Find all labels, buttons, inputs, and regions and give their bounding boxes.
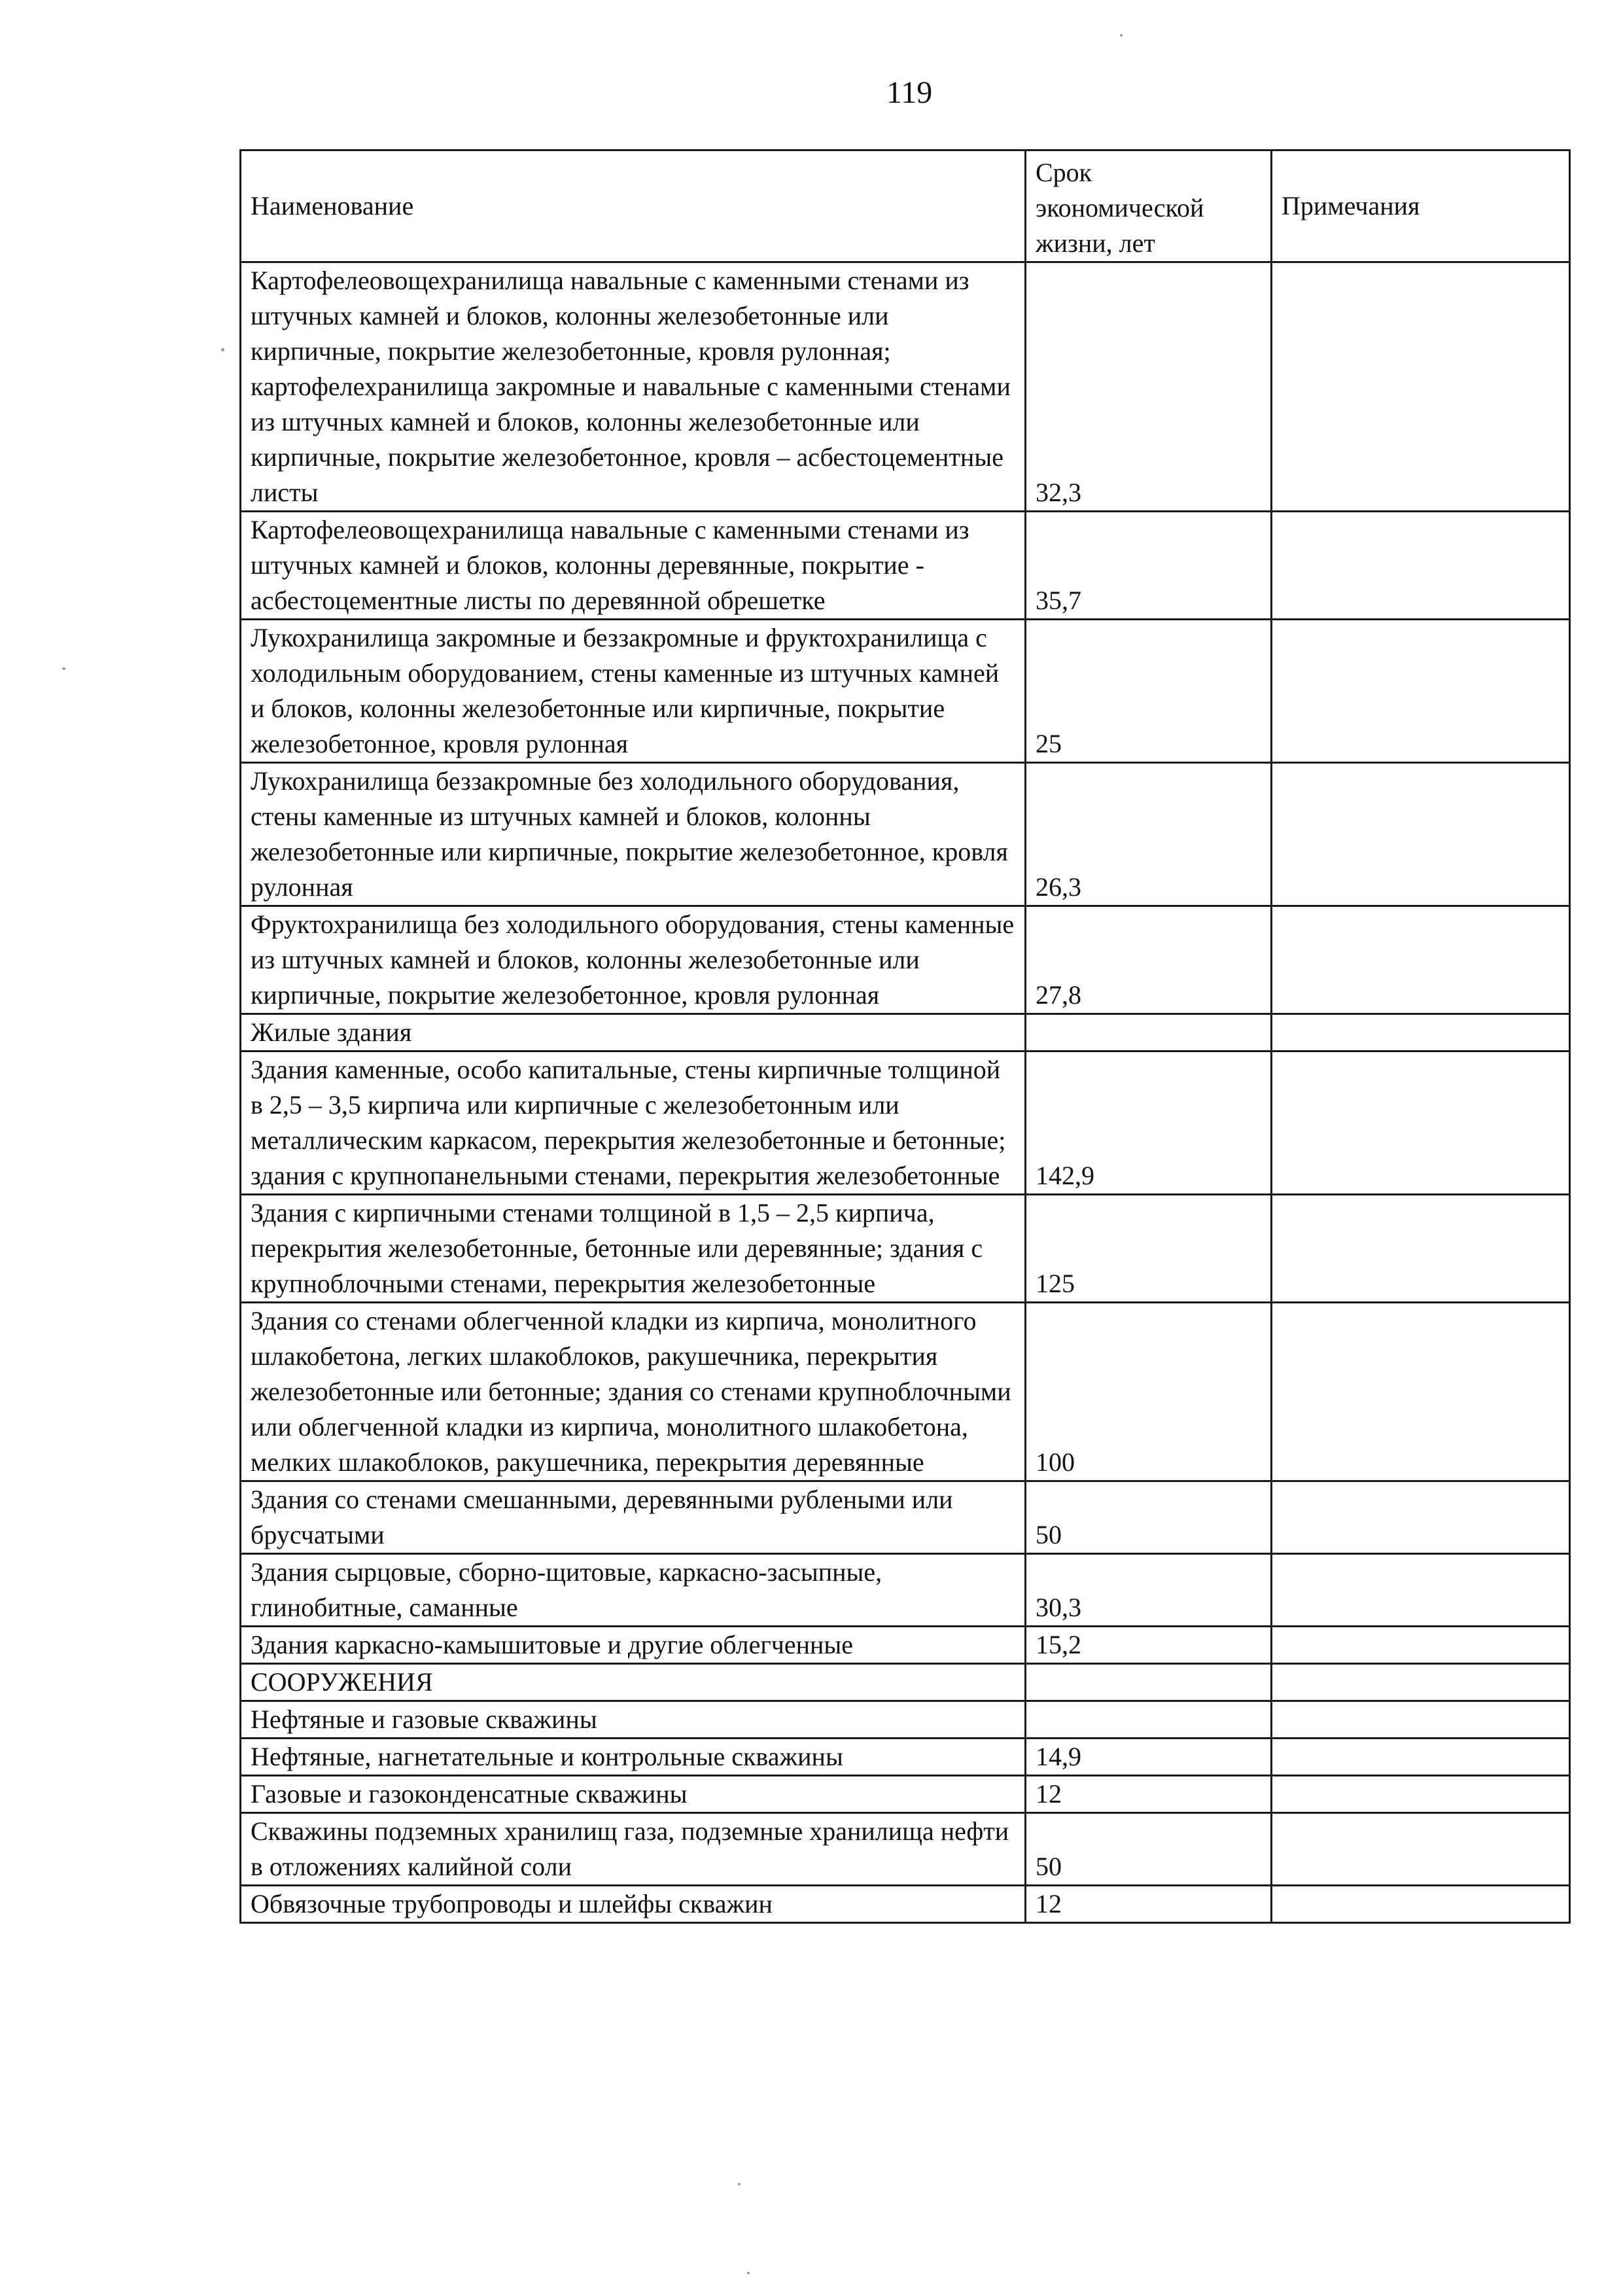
row-economic-life: 142,9 [1026,1051,1272,1195]
row-name: Нефтяные и газовые скважины [241,1701,1026,1739]
row-note [1272,1627,1570,1664]
row-name: Картофелеовощехранилища навальные с каменными стенами из штучных камней и блоков, колонны железобетонные или кирпичные, покрытие железобетонные, кровля рулонная; картофелехранилища закромные и навальные с каменными стенами из штучных камней и блоков, колонны железобетонные или кирпичные, покрытие железобетонное, кровля – асбестоцементные листы [241,262,1026,512]
row-note [1272,1554,1570,1627]
scan-speck [62,667,65,670]
table-header-row [241,150,1570,262]
row-note [1272,1014,1570,1051]
row-name: Фруктохранилища без холодильного оборудования, стены каменные из штучных камней и блоков, колонны железобетонные или кирпичные, покрытие железобетонное, кровля рулонная [241,906,1026,1014]
table-row [241,1554,1570,1627]
row-name: Картофелеовощехранилища навальные с каменными стенами из штучных камней и блоков, колонны деревянные, покрытие - асбестоцементные листы по деревянной обрешетке [241,512,1026,620]
row-note [1272,906,1570,1014]
table-row [241,763,1570,906]
row-economic-life: 100 [1026,1303,1272,1481]
table-row [241,906,1570,1014]
table-row [241,1627,1570,1664]
table-row [241,1664,1570,1701]
row-economic-life: 12 [1026,1886,1272,1923]
row-name: Нефтяные, нагнетательные и контрольные скважины [241,1739,1026,1776]
row-note [1272,1195,1570,1303]
row-note [1272,1303,1570,1481]
row-note [1272,1664,1570,1701]
row-economic-life: 15,2 [1026,1627,1272,1664]
table-row [241,512,1570,620]
page-number: 119 [886,75,933,110]
row-note [1272,1776,1570,1813]
table-row [241,1813,1570,1886]
row-name: Жилые здания [241,1014,1026,1051]
scan-speck [221,348,224,351]
row-note [1272,1051,1570,1195]
row-economic-life: 26,3 [1026,763,1272,906]
table-row [241,1303,1570,1481]
row-name: Лукохранилища закромные и беззакромные и фруктохранилища с холодильным оборудованием, стены каменные из штучных камней и блоков, колонны железобетонные или кирпичные, покрытие железобетонное, кровля рулонная [241,620,1026,763]
table-row [241,1739,1570,1776]
row-name: Здания со стенами облегченной кладки из кирпича, монолитного шлакобетона, легких шлакоблоков, ракушечника, перекрытия железобетонные или бетонные; здания со стенами крупноблочными или облегченной кладки из кирпича, монолитного шлакобетона, мелких шлакоблоков, ракушечника, перекрытия деревянные [241,1303,1026,1481]
row-economic-life: 25 [1026,620,1272,763]
row-note [1272,262,1570,512]
row-note [1272,763,1570,906]
table-row [241,620,1570,763]
row-name: Здания со стенами смешанными, деревянными рублеными или брусчатыми [241,1481,1026,1554]
header-economic-life: Срок экономической жизни, лет [1026,150,1272,262]
table-row [241,1701,1570,1739]
table-row [241,1051,1570,1195]
row-economic-life: 50 [1026,1481,1272,1554]
row-economic-life: 50 [1026,1813,1272,1886]
row-name: СООРУЖЕНИЯ [241,1664,1026,1701]
row-name: Газовые и газоконденсатные скважины [241,1776,1026,1813]
row-economic-life: 32,3 [1026,262,1272,512]
row-economic-life: 12 [1026,1776,1272,1813]
scan-speck [1120,34,1123,37]
row-note [1272,620,1570,763]
scan-speck [738,2183,741,2185]
row-economic-life [1026,1014,1272,1051]
row-economic-life: 125 [1026,1195,1272,1303]
row-name: Здания сырцовые, сборно-щитовые, каркасно-засыпные, глинобитные, саманные [241,1554,1026,1627]
row-economic-life: 30,3 [1026,1554,1272,1627]
row-name: Здания каменные, особо капитальные, стены кирпичные толщиной в 2,5 – 3,5 кирпича или кирпичные с железобетонным или металлическим каркасом, перекрытия железобетонные и бетонные; здания с крупнопанельными стенами, перекрытия железобетонные [241,1051,1026,1195]
row-note [1272,1701,1570,1739]
row-economic-life: 27,8 [1026,906,1272,1014]
row-name: Лукохранилища беззакромные без холодильного оборудования, стены каменные из штучных камней и блоков, колонны железобетонные или кирпичные, покрытие железобетонное, кровля рулонная [241,763,1026,906]
row-name: Скважины подземных хранилищ газа, подземные хранилища нефти в отложениях калийной соли [241,1813,1026,1886]
row-economic-life [1026,1701,1272,1739]
row-note [1272,1739,1570,1776]
row-note [1272,1481,1570,1554]
row-note [1272,1813,1570,1886]
row-name: Здания с кирпичными стенами толщиной в 1,5 – 2,5 кирпича, перекрытия железобетонные, бетонные или деревянные; здания с крупноблочными стенами, перекрытия железобетонные [241,1195,1026,1303]
table-row [241,1481,1570,1554]
table-row [241,262,1570,512]
lifespan-table [239,149,1571,1924]
header-name: Наименование [241,150,1026,262]
row-name: Здания каркасно-камышитовые и другие облегченные [241,1627,1026,1664]
scan-speck [747,2272,750,2274]
row-note [1272,1886,1570,1923]
header-notes: Примечания [1272,150,1570,262]
table-row [241,1014,1570,1051]
row-name: Обвязочные трубопроводы и шлейфы скважин [241,1886,1026,1923]
row-note [1272,512,1570,620]
row-economic-life: 35,7 [1026,512,1272,620]
row-economic-life [1026,1664,1272,1701]
table-row [241,1776,1570,1813]
table-row [241,1886,1570,1923]
table-row [241,1195,1570,1303]
row-economic-life: 14,9 [1026,1739,1272,1776]
